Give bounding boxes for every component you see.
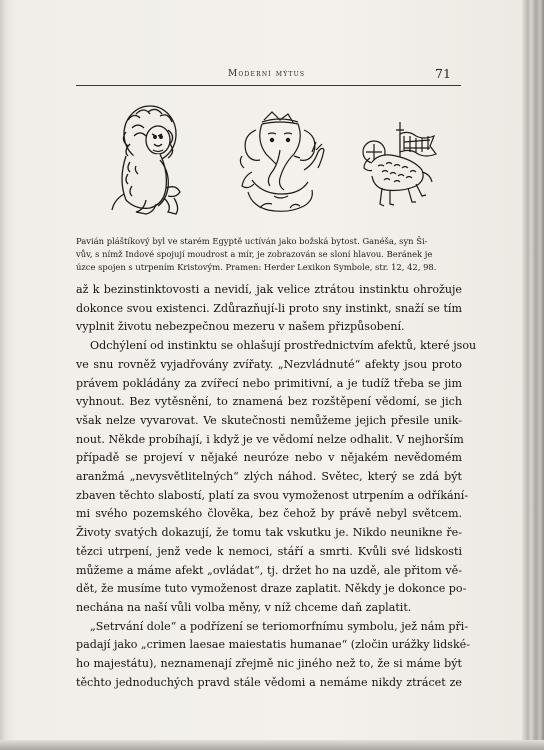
caption-line: úzce spojen s utrpením Kristovým. Pramen: Herder Lexikon Symbole, str. 12, 42, 98. <box>76 262 437 273</box>
caption-line: vův, s nímž Indové spojují moudrost a mír, je zobrazován se sloní hlavou. Beránek je <box>76 249 433 260</box>
text-line: případě se projeví v nějaké neuróze nebo v nějakém nevědomém <box>76 451 462 465</box>
text-line: právem pokládány za zvířecí nebo primitivní, a je tudíž třeba se jim <box>76 376 462 390</box>
body-text <box>76 281 477 692</box>
running-head: Moderní mýtus <box>228 69 306 79</box>
caption-line: Pavián pláštíkový byl ve starém Egyptě uctíván jako božská bytost. Ganéša, syn Ši- <box>76 236 428 246</box>
ganesha-drawing <box>234 110 326 214</box>
text-line: „Setrvání dole“ a podřízení se teriomorfnímu symbolu, jež nám při- <box>90 619 469 633</box>
text-line: vyplnit životu nebezpečnou mezeru v našem přizpůsobení. <box>76 320 405 334</box>
page-bottom-edge <box>0 740 544 750</box>
text-line: Odchýlení od instinktu se ohlašují prostřednictvím afektů, které jsou <box>90 339 477 353</box>
text-line: můžeme a máme afekt „ovládat“, tj. držet ho na uzdě, ale přitom vě- <box>76 563 462 577</box>
baboon-drawing <box>106 100 188 218</box>
text-line: dět, že musíme tuto vymoženost draze zaplatit. Někdy je dokonce po- <box>76 582 467 596</box>
text-line: aranžmá „nevysvětlitelných“ zlých náhod. Světec, který se zdá být <box>76 470 462 484</box>
text-line: těchto jednoduchých pravd stále vědomi a nemáme nikdy ztrácet ze <box>76 675 462 689</box>
text-line: dokonce svou existenci. Zdůrazňují-li proto sny instinkt, snaží se tím <box>76 301 462 315</box>
text-line: ve snu rovněž vyjadřovány zvířaty. „Nezvládnuté“ afekty jsou proto <box>76 357 462 371</box>
text-line: až k bezinstinktovosti a nevidí, jak velice ztrátou instinktu ohrožuje <box>76 283 462 296</box>
figure-caption <box>76 235 462 275</box>
header-rule <box>76 85 461 86</box>
text-line: zbaven těchto slabostí, platí za svou vymoženost utrpením a odříkání- <box>76 488 469 502</box>
text-line: však nelze vyvarovat. Ve skutečnosti nemůžeme jejich přesile unik- <box>76 413 462 427</box>
text-line: padají jako „crimen laesae maiestatis humanae“ (zločin urážky lidské- <box>76 638 470 652</box>
text-line: ho majestátu), neznamenají zřejmě nic jiného než to, že si máme být <box>76 657 462 671</box>
text-line: vyhnout. Bez vytěsnění, to znamená bez rozštěpení vědomí, se jich <box>76 395 462 409</box>
text-line: nout. Někde probíhají, i když je ve vědomí nelze odhalit. V nejhorším <box>76 432 464 446</box>
page-stack-edge <box>522 0 544 750</box>
text-line: Životy svatých dokazují, že tomu tak vskutku je. Nikdo neunikne ře- <box>76 526 462 540</box>
page-number: 71 <box>435 66 451 81</box>
text-line: tězci utrpení, jenž vede k nemoci, stáří a smrti. Kvůli své lidskosti <box>76 544 462 558</box>
text-line: nechána na naší vůli volba měny, v níž chceme daň zaplatit. <box>76 600 412 614</box>
text-line: mi svého pozemského člověka, bez čehož by právě nebyl světcem. <box>76 507 462 521</box>
lamb-with-banner-drawing <box>356 122 438 210</box>
